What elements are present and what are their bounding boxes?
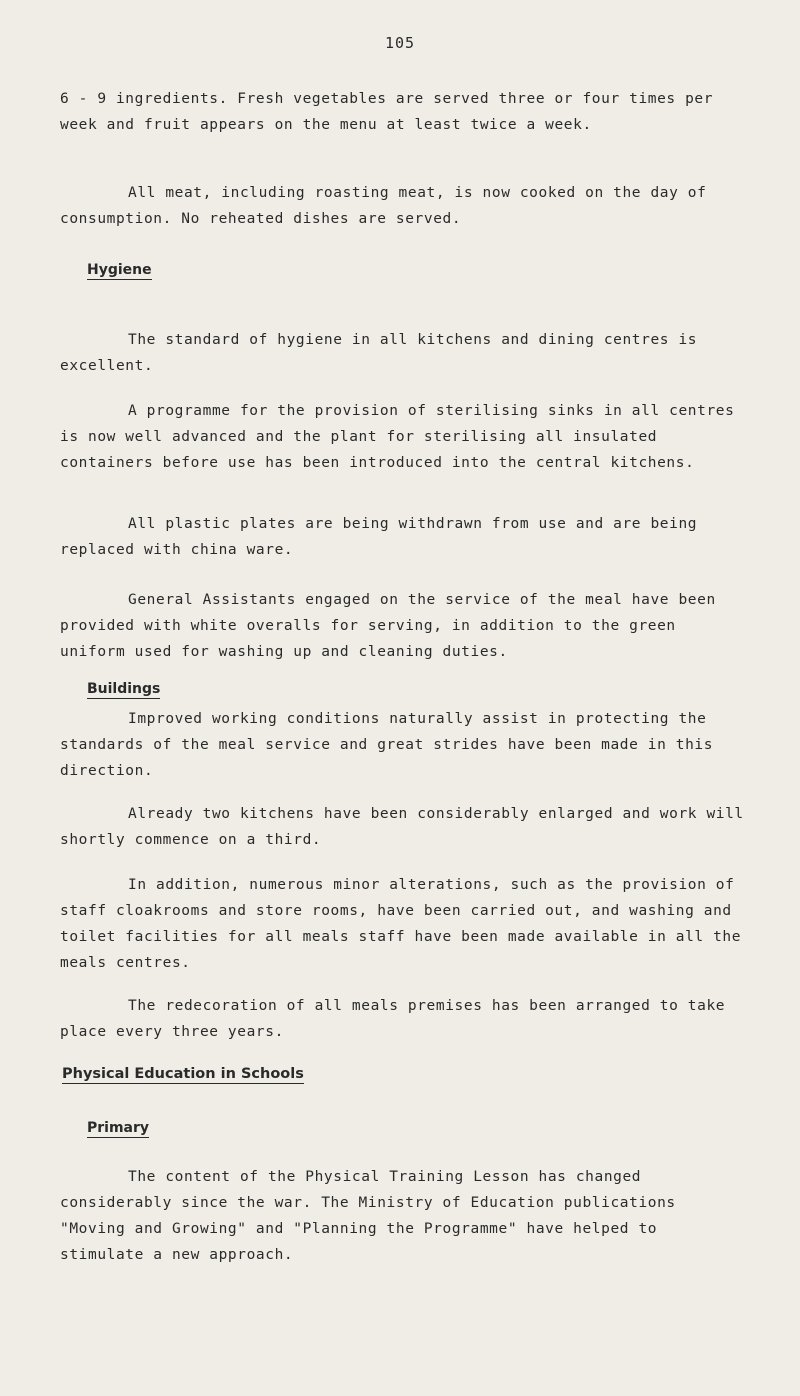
paragraph-working-conditions: Improved working conditions naturally assist in protecting the standards of the meal service and great strides have been made in this direction. [60, 711, 714, 779]
paragraph-ingredients: 6 - 9 ingredients. Fresh vegetables are served three or four times per week and fruit appears on the menu at least twice a week. [60, 91, 714, 133]
paragraph-kitchens-enlarged: Already two kitchens have been considerably enlarged and work will shortly commence on a third. [60, 806, 744, 848]
heading-buildings: Buildings [87, 681, 161, 697]
paragraph-plastic-plates: All plastic plates are being withdrawn from use and are being replaced with china ware. [60, 516, 698, 558]
heading-primary: Primary [87, 1120, 150, 1136]
paragraph-minor-alterations: In addition, numerous minor alterations, such as the provision of staff cloakrooms and store rooms, have been carried out, and washing and toilet facilities for all meals staff have been made available in all the meals centres. [60, 877, 742, 971]
paragraph-redecoration: The redecoration of all meals premises has been arranged to take place every three years. [60, 998, 726, 1040]
paragraph-general-assistants: General Assistants engaged on the service of the meal have been provided with white overalls for serving, in addition to the green uniform used for washing up and cleaning duties. [60, 592, 716, 660]
paragraph-physical-training: The content of the Physical Training Lesson has changed considerably since the war. The Ministry of Education publications "Moving and Growing" and "Planning the Programme" have helped to stimulate a new approach. [60, 1169, 676, 1263]
heading-hygiene: Hygiene [87, 262, 152, 278]
paragraph-hygiene-standard: The standard of hygiene in all kitchens and dining centres is excellent. [60, 332, 698, 374]
heading-physical-education: Physical Education in Schools [62, 1066, 304, 1082]
paragraph-sterilising-programme: A programme for the provision of sterilising sinks in all centres is now well advanced and the plant for sterilising all insulated containers before use has been introduced into the central kitchens. [60, 403, 735, 471]
paragraph-meat: All meat, including roasting meat, is now cooked on the day of consumption. No reheated dishes are served. [60, 185, 707, 227]
page-number: 105 [384, 34, 416, 52]
